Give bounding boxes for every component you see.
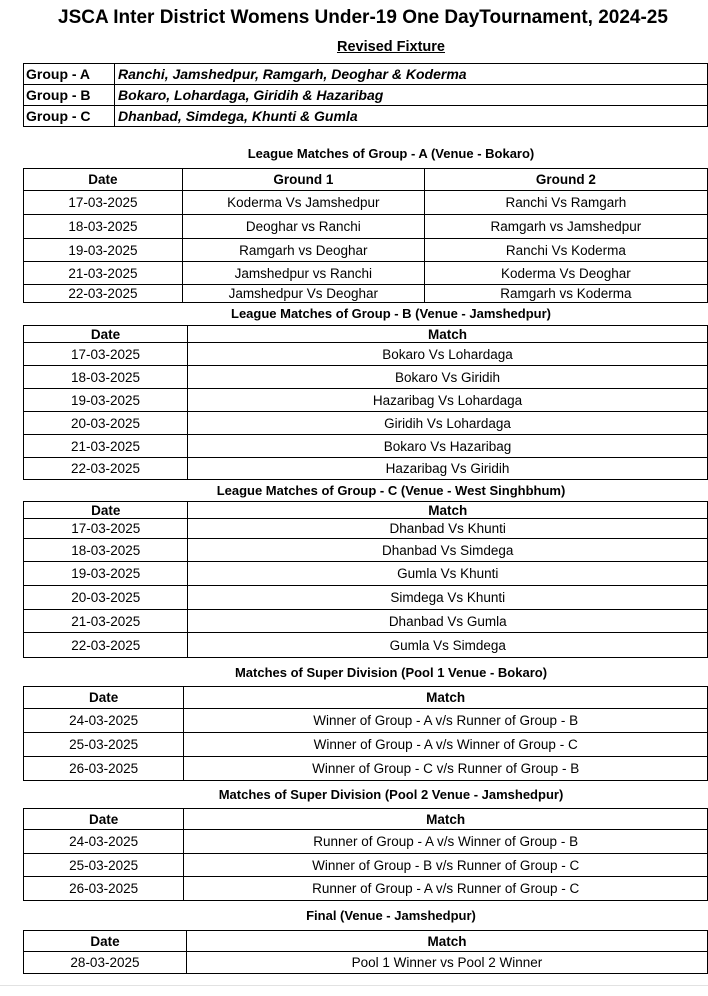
match-date: 28-03-2025 <box>24 952 187 974</box>
match-fixture: Hazaribag Vs Lohardaga <box>188 389 708 412</box>
table-row <box>24 586 708 610</box>
match-fixture: Dhanbad Vs Khunti <box>188 519 708 539</box>
pool-2-heading: Matches of Super Division (Pool 2 Venue - Jamshedpur) <box>218 787 564 802</box>
group-name: Group - C <box>24 106 115 127</box>
match-date: 17-03-2025 <box>24 519 188 539</box>
header-match: Match <box>188 326 708 343</box>
ground-2-match: Ramgarh vs Koderma <box>424 285 707 303</box>
table-row <box>24 519 708 539</box>
match-date: 24-03-2025 <box>24 830 184 854</box>
table-row <box>24 239 708 262</box>
match-date: 17-03-2025 <box>24 343 188 366</box>
header-match: Match <box>184 687 708 709</box>
group-row <box>24 85 708 106</box>
header-date: Date <box>24 809 184 830</box>
match-date: 18-03-2025 <box>24 366 188 389</box>
group-name: Group - A <box>24 64 115 85</box>
table-row <box>24 709 708 733</box>
group-teams: Dhanbad, Simdega, Khunti & Gumla <box>115 106 708 127</box>
ground-1-match: Koderma Vs Jamshedpur <box>182 191 424 215</box>
table-header-row <box>24 931 708 952</box>
match-fixture: Winner of Group - A v/s Winner of Group - C <box>184 733 708 757</box>
match-fixture: Giridih Vs Lohardaga <box>188 412 708 435</box>
group-teams: Ranchi, Jamshedpur, Ramgarh, Deoghar & Koderma <box>115 64 708 85</box>
match-date: 22-03-2025 <box>24 633 188 658</box>
match-fixture: Gumla Vs Simdega <box>188 633 708 658</box>
table-row <box>24 757 708 781</box>
final-table <box>23 930 708 974</box>
table-header-row <box>24 326 708 343</box>
match-date: 17-03-2025 <box>24 191 183 215</box>
match-date: 26-03-2025 <box>24 877 184 901</box>
group-name: Group - B <box>24 85 115 106</box>
header-ground-1: Ground 1 <box>182 169 424 191</box>
match-fixture: Gumla Vs Khunti <box>188 562 708 586</box>
pool-1-heading: Matches of Super Division (Pool 1 Venue - Bokaro) <box>234 665 548 680</box>
header-date: Date <box>24 326 188 343</box>
match-date: 19-03-2025 <box>24 239 183 262</box>
match-fixture: Winner of Group - C v/s Runner of Group - B <box>184 757 708 781</box>
header-date: Date <box>24 502 188 519</box>
ground-1-match: Ramgarh vs Deoghar <box>182 239 424 262</box>
group-a-heading: League Matches of Group - A (Venue - Bokaro) <box>247 146 535 161</box>
ground-2-match: Koderma Vs Deoghar <box>424 262 707 285</box>
table-row <box>24 539 708 562</box>
group-teams: Bokaro, Lohardaga, Giridih & Hazaribag <box>115 85 708 106</box>
group-c-heading: League Matches of Group - C (Venue - West Singhbhum) <box>216 483 566 498</box>
group-row <box>24 106 708 127</box>
final-heading: Final (Venue - Jamshedpur) <box>306 908 476 923</box>
match-fixture: Bokaro Vs Lohardaga <box>188 343 708 366</box>
ground-1-match: Deoghar vs Ranchi <box>182 215 424 239</box>
match-fixture: Simdega Vs Khunti <box>188 586 708 610</box>
match-date: 24-03-2025 <box>24 709 184 733</box>
header-ground-2: Ground 2 <box>424 169 707 191</box>
match-fixture: Pool 1 Winner vs Pool 2 Winner <box>186 952 707 974</box>
ground-1-match: Jamshedpur Vs Deoghar <box>182 285 424 303</box>
ground-2-match: Ranchi Vs Ramgarh <box>424 191 707 215</box>
table-row <box>24 412 708 435</box>
match-date: 21-03-2025 <box>24 262 183 285</box>
group-c-table <box>23 501 708 658</box>
header-date: Date <box>24 687 184 709</box>
match-date: 20-03-2025 <box>24 412 188 435</box>
match-fixture: Hazaribag Vs Giridih <box>188 458 708 480</box>
match-date: 20-03-2025 <box>24 586 188 610</box>
table-row <box>24 830 708 854</box>
match-fixture: Bokaro Vs Hazaribag <box>188 435 708 458</box>
table-row <box>24 633 708 658</box>
match-date: 19-03-2025 <box>24 389 188 412</box>
match-date: 21-03-2025 <box>24 610 188 633</box>
table-row <box>24 343 708 366</box>
match-date: 25-03-2025 <box>24 854 184 877</box>
match-date: 18-03-2025 <box>24 539 188 562</box>
match-date: 19-03-2025 <box>24 562 188 586</box>
table-row <box>24 285 708 303</box>
match-fixture: Runner of Group - A v/s Runner of Group - C <box>184 877 708 901</box>
table-header-row <box>24 169 708 191</box>
table-row <box>24 262 708 285</box>
page-divider <box>0 985 708 986</box>
table-row <box>24 854 708 877</box>
ground-1-match: Jamshedpur vs Ranchi <box>182 262 424 285</box>
header-match: Match <box>188 502 708 519</box>
match-date: 18-03-2025 <box>24 215 183 239</box>
match-fixture: Runner of Group - A v/s Winner of Group - B <box>184 830 708 854</box>
table-row <box>24 191 708 215</box>
header-match: Match <box>186 931 707 952</box>
table-row <box>24 877 708 901</box>
header-date: Date <box>24 169 183 191</box>
ground-2-match: Ramgarh vs Jamshedpur <box>424 215 707 239</box>
table-row <box>24 389 708 412</box>
match-fixture: Dhanbad Vs Simdega <box>188 539 708 562</box>
group-a-table <box>23 168 708 303</box>
document-subtitle: Revised Fixture <box>337 39 445 55</box>
header-match: Match <box>184 809 708 830</box>
match-fixture: Winner of Group - A v/s Runner of Group - B <box>184 709 708 733</box>
table-row <box>24 435 708 458</box>
table-header-row <box>24 687 708 709</box>
match-fixture: Winner of Group - B v/s Runner of Group - C <box>184 854 708 877</box>
header-date: Date <box>24 931 187 952</box>
table-row <box>24 458 708 480</box>
table-row <box>24 562 708 586</box>
table-row <box>24 610 708 633</box>
group-b-heading: League Matches of Group - B (Venue - Jamshedpur) <box>231 306 551 321</box>
table-row <box>24 366 708 389</box>
table-header-row <box>24 809 708 830</box>
match-date: 22-03-2025 <box>24 285 183 303</box>
group-b-table <box>23 325 708 480</box>
document-title: JSCA Inter District Womens Under-19 One DayTournament, 2024-25 <box>58 7 668 28</box>
match-date: 22-03-2025 <box>24 458 188 480</box>
match-date: 25-03-2025 <box>24 733 184 757</box>
table-row <box>24 215 708 239</box>
table-row <box>24 952 708 974</box>
match-date: 21-03-2025 <box>24 435 188 458</box>
group-row <box>24 64 708 85</box>
pool-1-table <box>23 686 708 781</box>
table-row <box>24 733 708 757</box>
match-fixture: Dhanbad Vs Gumla <box>188 610 708 633</box>
ground-2-match: Ranchi Vs Koderma <box>424 239 707 262</box>
pool-2-table <box>23 808 708 901</box>
match-fixture: Bokaro Vs Giridih <box>188 366 708 389</box>
table-header-row <box>24 502 708 519</box>
match-date: 26-03-2025 <box>24 757 184 781</box>
groups-table <box>23 63 708 127</box>
